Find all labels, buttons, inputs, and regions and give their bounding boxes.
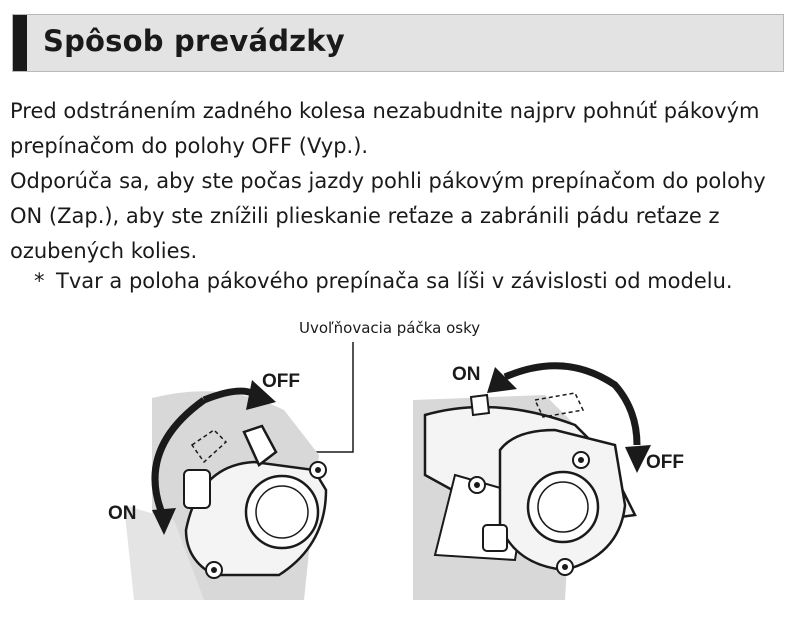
paragraph-remove-wheel: Pred odstránením zadného kolesa nezabudnite najprv pohnúť pákovým prepínačom do polohy OFF (Vyp.).: [10, 99, 760, 158]
note-asterisk: *: [34, 269, 45, 293]
left-derailleur-illustration: [104, 370, 354, 600]
section-title: Spôsob prevádzky: [43, 24, 345, 58]
callout-label: Uvoľňovacia páčka osky: [299, 319, 481, 337]
left-on-label: ON: [108, 503, 137, 524]
paragraph-riding-recommendation: Odporúča sa, aby ste počas jazdy pohli pákovým prepínačom do polohy ON (Zap.), aby ste znížili plieskanie reťaze a zabránili pádu reťaze z ozubených kolies.: [10, 169, 766, 263]
left-off-label: OFF: [262, 371, 300, 392]
right-on-label: ON: [452, 364, 481, 385]
right-off-label: OFF: [646, 452, 684, 473]
right-derailleur-illustration: [405, 355, 685, 600]
note-text: Tvar a poloha pákového prepínača sa líši v závislosti od modelu.: [56, 269, 733, 293]
